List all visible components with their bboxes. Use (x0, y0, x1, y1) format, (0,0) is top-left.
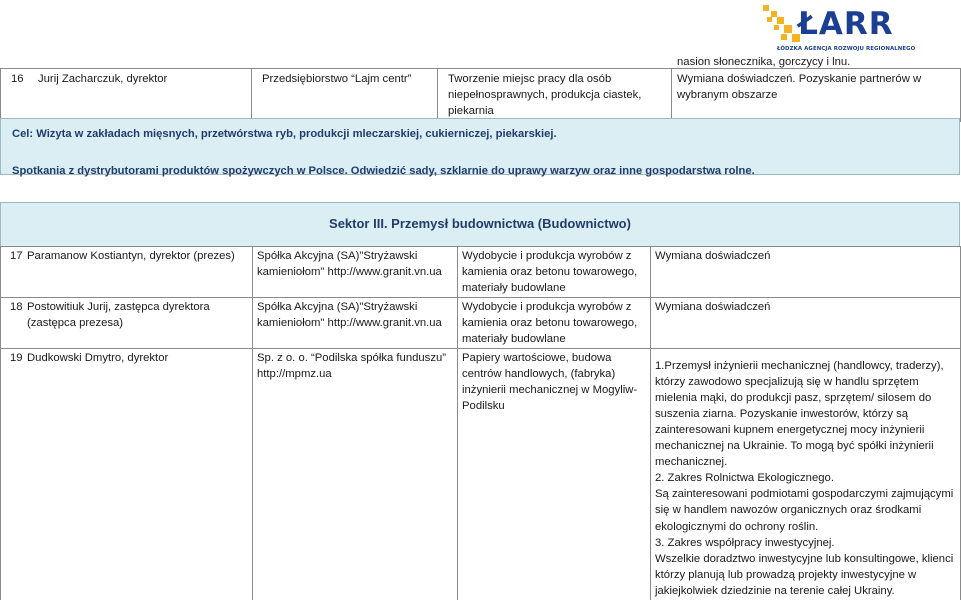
table-row (1, 247, 961, 298)
svg-text:ŁÓDZKA AGENCJA ROZWOJU REGIONA: ŁÓDZKA AGENCJA ROZWOJU REGIONALNEGO (777, 46, 916, 52)
person-name: Postowitiuk Jurij, zastępca dyrektora (zastępca prezesa) (27, 301, 210, 330)
company-name: Spółka Akcyjna (SA)"Stryżawski kamieniołom" http://www.granit.vn.ua (257, 250, 442, 279)
table-row (1, 69, 961, 122)
logo-subtitle-art (777, 44, 927, 52)
cel-line-2: Spotkania z dystrybutorami produktów spożywczych w Polsce. Odwiedzić sady, szklarnie do uprawy warzyw oraz inne gospodarstwa rolne. (12, 165, 755, 177)
company-name: Spółka Akcyjna (SA)"Stryżawski kamieniołom" http://www.granit.vn.ua (257, 301, 442, 330)
goal-item: Są zainteresowani podmiotami gospodarczymi zajmującymi się w handlem nawozów organicznych oraz środkami ekologicznymi do ochrony roślin. (655, 488, 954, 533)
goal-item: 3. Zakres współpracy inwestycyjnej. (655, 536, 835, 549)
goal-text: Wymiana doświadczeń (655, 301, 771, 314)
company-cell (252, 69, 438, 122)
person-name: Dudkowski Dmytro, dyrektor (27, 352, 169, 365)
goal-item: 2. Zakres Rolnictwa Ekologicznego. (655, 472, 834, 485)
cel-band (0, 118, 960, 175)
activity-cell (458, 298, 651, 349)
table-row (1, 349, 961, 600)
goal-cell (672, 69, 961, 122)
activity-text: Tworzenie miejsc pracy dla osób niepełnosprawnych, produkcja ciastek, piekarnia (448, 73, 642, 118)
company-cell (253, 247, 458, 298)
goal-list (655, 350, 956, 598)
company-name: Przedsiębiorstwo “Lajm centr” (262, 73, 412, 85)
person-cell (1, 349, 253, 600)
person-name: Paramanow Kostiantyn, dyrektor (prezes) (27, 250, 235, 262)
goal-item: Wszelkie doradztwo inwestycyjne lub konsultingowe, klienci którzy planują lub prowadzą projekty inwestycyjne w jakiejkolwiek dziedzinie na terenie całej Ukrainy. (655, 552, 954, 597)
person-cell (1, 69, 252, 122)
main-table (0, 246, 961, 600)
person-cell (1, 247, 253, 298)
goal-text: Wymiana doświadczeń (655, 250, 771, 262)
row-number: 17 (10, 250, 23, 262)
cel-line-1: Cel: Wizyta w zakładach mięsnych, przetwórstwa ryb, produkcji mleczarskiej, cukierniczej, piekarskiej. (12, 128, 557, 140)
company-cell (253, 349, 458, 600)
row-number: 19 (10, 352, 23, 365)
table-row (1, 298, 961, 349)
goal-cell (651, 247, 961, 298)
company-cell (253, 298, 458, 349)
company-name: Sp. z o. o. “Podilska spółka funduszu” http://mpmz.ua (257, 352, 447, 381)
activity-text: Wydobycie i produkcja wyrobów z kamienia oraz betonu towarowego, materiały budowlane (462, 250, 638, 295)
goal-item: 1.Przemysł inżynierii mechanicznej (handlowcy, traderzy), którzy zawodowo specjalizują się w handlu sprzętem mielenia mąki, do produkcji pasz, sprzętem/ silosem do suszenia ziarna. Pozyskanie inwestorów, którzy są zainteresowani kupnem energetycznej mocy inżynierii mechanicznej na Ukrainie. To mogą być spółki inżynierii mechanicznej. (655, 360, 944, 469)
larr-logo (762, 2, 920, 54)
continuation-text: nasion słonecznika, gorczycy i lnu. (677, 56, 851, 68)
activity-cell (458, 349, 651, 600)
row-number: 16 (11, 73, 24, 85)
person-cell (1, 298, 253, 349)
activity-cell (438, 69, 672, 122)
activity-cell (458, 247, 651, 298)
sector-header (0, 202, 960, 247)
top-table (0, 68, 961, 122)
logo-wordmark: ŁARR (798, 6, 894, 42)
person-name: Jurij Zacharczuk, dyrektor (38, 73, 168, 85)
goal-cell (651, 349, 961, 600)
row-number: 18 (10, 301, 23, 314)
activity-text: Papiery wartościowe, budowa centrów handlowych, (fabryka) inżynierii mechanicznej w Mogyliw-Podilsku (462, 352, 638, 413)
sector-title: Sektor III. Przemysł budownictwa (Budownictwo) (329, 216, 631, 231)
goal-text: Wymiana doświadczeń. Pozyskanie partnerów w wybranym obszarze (677, 73, 922, 102)
activity-text: Wydobycie i produkcja wyrobów z kamienia oraz betonu towarowego, materiały budowlane (462, 301, 638, 346)
goal-cell (651, 298, 961, 349)
